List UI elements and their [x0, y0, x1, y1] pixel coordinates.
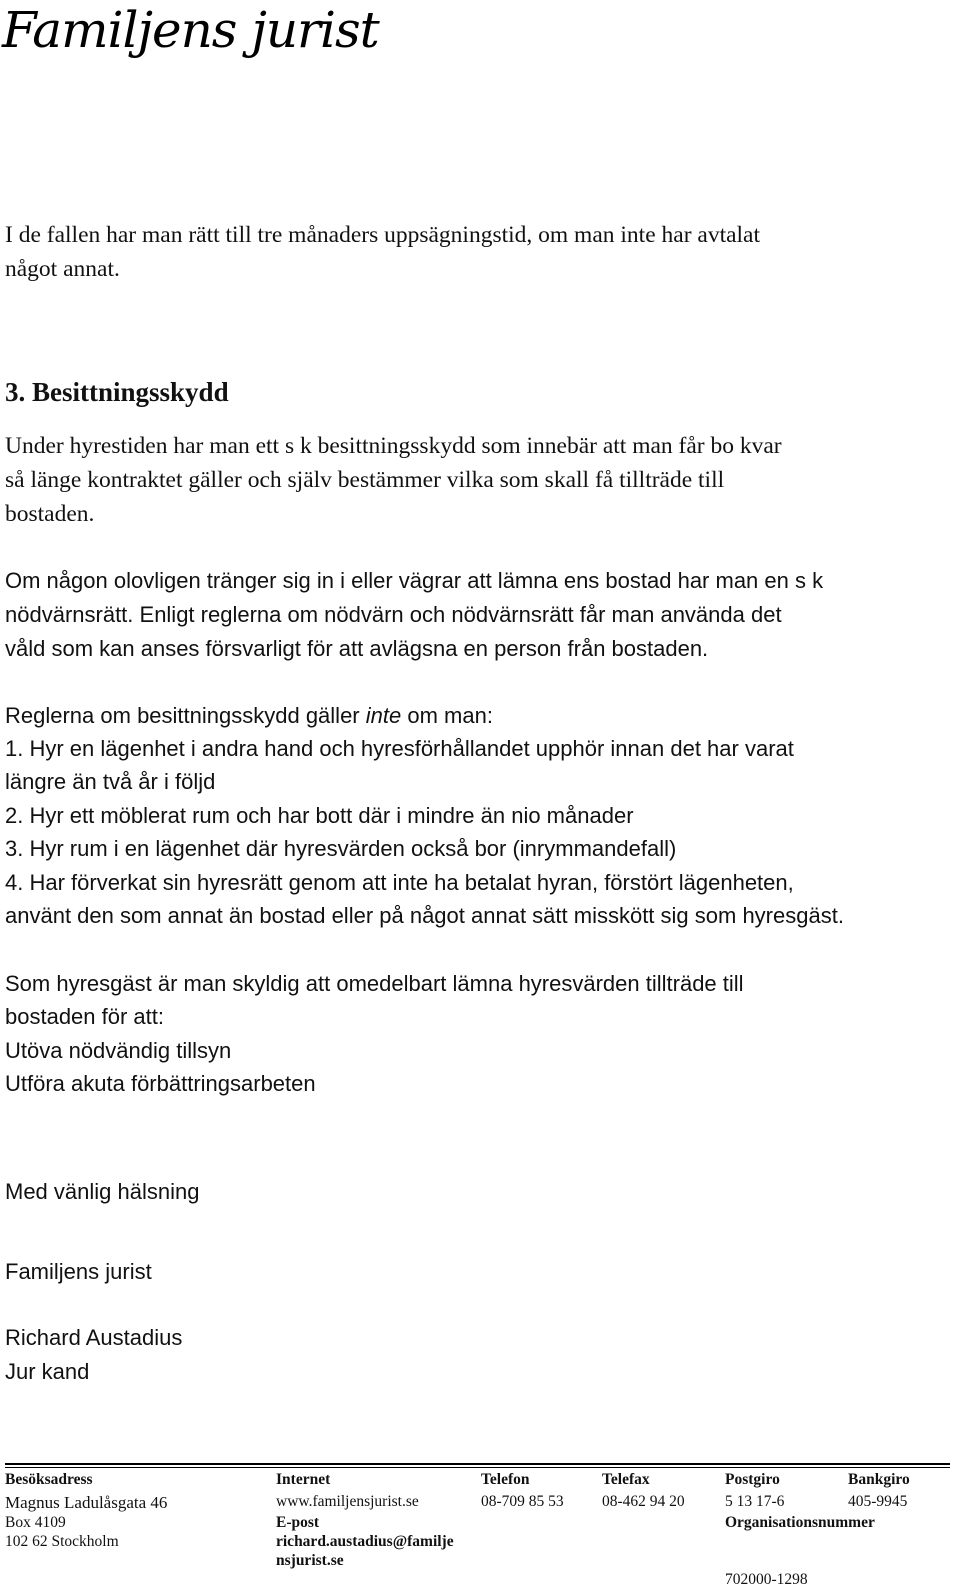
rule-line-4: 3. Hyr rum i en lägenhet där hyresvärden också bor (inrymmandefall)	[5, 836, 677, 861]
phone-label: Telefon	[481, 1471, 530, 1488]
postgiro-label: Postgiro	[725, 1471, 780, 1488]
address-line-1: Magnus Ladulåsgata 46	[5, 1493, 168, 1512]
rule-line-3: 2. Hyr ett möblerat rum och har bott där i mindre än nio månader	[5, 803, 634, 828]
logo-text: Familjens jurist	[2, 1, 379, 59]
closing-company: Familjens jurist	[5, 1259, 152, 1284]
intro-line-2: något annat.	[5, 256, 120, 282]
signatory-name: Richard Austadius	[5, 1325, 183, 1350]
address-line-2: Box 4109	[5, 1514, 66, 1531]
org-number-label: Organisationsnummer	[725, 1514, 875, 1531]
p3-line-3: Utöva nödvändig tillsyn	[5, 1038, 232, 1063]
p3-line-4: Utföra akuta förbättringsarbeten	[5, 1071, 316, 1096]
p1-line-2: så länge kontraktet gäller och själv bestämmer vilka som skall få tillträde till	[5, 467, 725, 493]
footer-rule	[5, 1463, 950, 1465]
p2-line-3: våld som kan anses försvarligt för att avlägsna en person från bostaden.	[5, 636, 709, 661]
email-line-2[interactable]: nsjurist.se	[276, 1552, 344, 1569]
internet-label: Internet	[276, 1471, 331, 1488]
section-heading: 3. Besittningsskydd	[5, 377, 229, 407]
company-logo	[2, 0, 379, 60]
email-line-1[interactable]: richard.austadius@familje	[276, 1533, 454, 1550]
phone-value: 08-709 85 53	[481, 1493, 564, 1510]
bankgiro-label: Bankgiro	[848, 1471, 910, 1488]
p1-line-3: bostaden.	[5, 501, 95, 527]
closing-greeting: Med vänlig hälsning	[5, 1179, 200, 1204]
p1-line-1: Under hyrestiden har man ett s k besittningsskydd som innebär att man får bo kvar	[5, 433, 782, 459]
rules-intro: Reglerna om besittningsskydd gäller inte om man:	[5, 703, 493, 728]
footer-rule-thin	[5, 1467, 950, 1468]
website-link[interactable]: www.familjensjurist.se	[276, 1493, 419, 1510]
p3-line-1: Som hyresgäst är man skyldig att omedelbart lämna hyresvärden tillträde till	[5, 971, 744, 996]
intro-line-1: I de fallen har man rätt till tre månaders uppsägningstid, om man inte har avtalat	[5, 222, 761, 248]
p3-line-2: bostaden för att:	[5, 1004, 164, 1029]
address-line-3: 102 62 Stockholm	[5, 1533, 119, 1550]
email-label: E-post	[276, 1514, 320, 1531]
signatory-title: Jur kand	[5, 1359, 90, 1384]
p2-line-1: Om någon olovligen tränger sig in i eller vägrar att lämna ens bostad har man en s k	[5, 568, 824, 593]
rule-line-1: 1. Hyr en lägenhet i andra hand och hyresförhållandet upphör innan det har varat	[5, 736, 794, 761]
fax-value: 08-462 94 20	[602, 1493, 685, 1510]
fax-label: Telefax	[602, 1471, 650, 1488]
rule-line-6: använt den som annat än bostad eller på något annat sätt misskött sig som hyresgäst.	[5, 903, 844, 928]
p2-line-2: nödvärnsrätt. Enligt reglerna om nödvärn och nödvärnsrätt får man använda det	[5, 602, 782, 627]
bankgiro-value: 405-9945	[848, 1493, 908, 1510]
postgiro-value: 5 13 17-6	[725, 1493, 785, 1510]
address-label: Besöksadress	[5, 1471, 93, 1488]
rule-line-2: längre än två år i följd	[5, 769, 216, 794]
rule-line-5: 4. Har förverkat sin hyresrätt genom att inte ha betalat hyran, förstört lägenheten,	[5, 870, 794, 895]
org-number-value: 702000-1298	[725, 1571, 808, 1588]
